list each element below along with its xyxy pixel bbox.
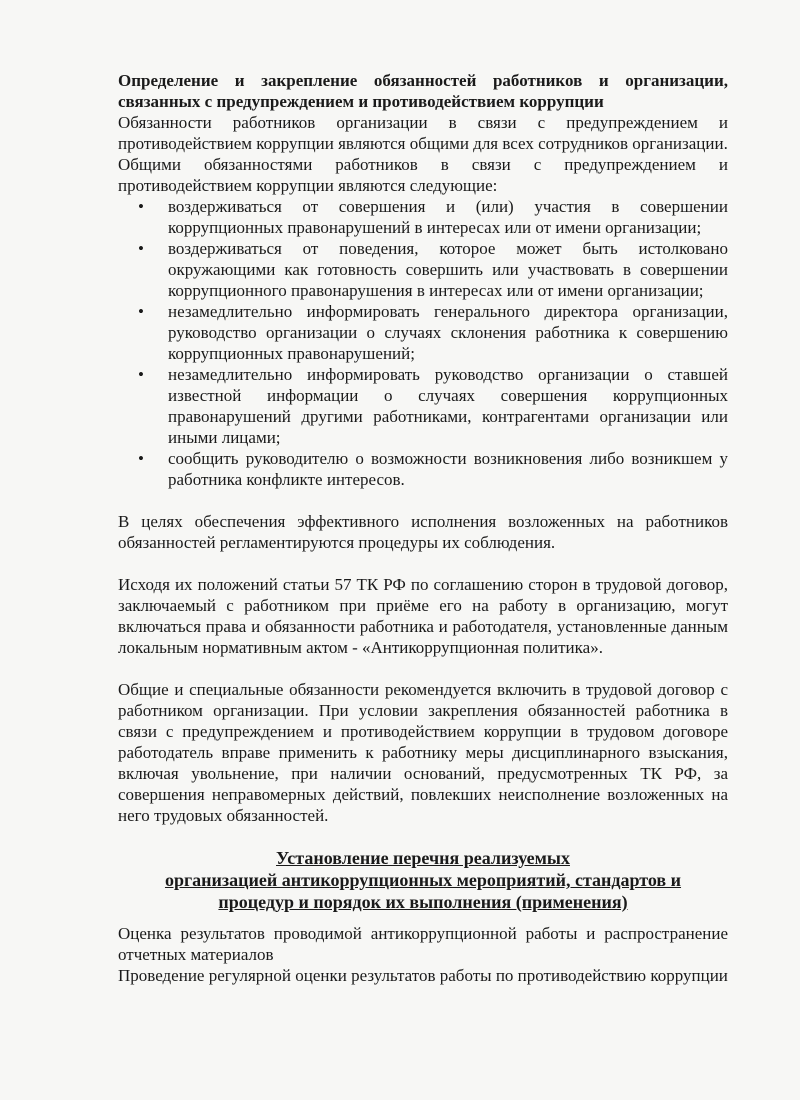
list-item: • сообщить руководителю о возможности возникновения либо возникшем у работника конфликте интересов. — [168, 448, 728, 490]
document-body — [118, 70, 728, 986]
section-heading — [118, 847, 728, 913]
paragraph-evaluation: Оценка результатов проводимой антикоррупционной работы и распространение отчетных материалов — [118, 924, 728, 964]
duties-list — [118, 196, 728, 490]
paragraph-contract-duties: Общие и специальные обязанности рекомендуется включить в трудовой договор с работником организации. При условии закрепления обязанностей работника в связи с предупреждением и противодействием коррупции в трудовом договоре работодатель вправе применить к работнику меры дисциплинарного взыскания, включая увольнение, при наличии оснований, предусмотренных ТК РФ, за совершения неправомерных действий, повлекших неисполнение возложенных на него трудовых обязанностей. — [118, 680, 728, 825]
section-title: Определение и закрепление обязанностей работников и организации, связанных с предупреждением и противодействием коррупции — [118, 71, 728, 111]
spacer — [118, 490, 728, 511]
paragraph-duties-general: Обязанности работников организации в связи с предупреждением и противодействием коррупции являются общими для всех сотрудников организации. — [118, 113, 728, 153]
paragraph-labor-code: Исходя их положений статьи 57 ТК РФ по соглашению сторон в трудовой договор, заключаемый с работником при приёме его на работу в организацию, могут включаться права и обязанности работника и работодателя, установленные данным локальным нормативным актом - «Антикоррупционная политика». — [118, 575, 728, 657]
spacer — [118, 826, 728, 847]
spacer — [118, 553, 728, 574]
paragraph-duties-list-intro: Общими обязанностями работников в связи с предупреждением и противодействием коррупции являются следующие: — [118, 155, 728, 195]
list-item: • воздерживаться от совершения и (или) участия в совершении коррупционных правонарушений в интересах или от имени организации; — [168, 196, 728, 238]
list-item: • воздерживаться от поведения, которое может быть истолковано окружающими как готовность совершить или участвовать в совершении коррупционного правонарушения в интересах или от имени организации; — [168, 238, 728, 301]
list-item: • незамедлительно информировать руководство организации о ставшей известной информации о случаях совершения коррупционных правонарушений другими работниками, контрагентами организации или иными лицами; — [168, 364, 728, 448]
section-heading-line: организацией антикоррупционных мероприятий, стандартов и — [164, 870, 682, 890]
section-heading-line: Установление перечня реализуемых — [276, 848, 570, 868]
section-heading-line: процедур и порядок их выполнения (применения) — [218, 892, 628, 912]
spacer — [118, 658, 728, 679]
list-item: • незамедлительно информировать генерального директора организации, руководство организации о случаях склонения работника к совершению коррупционных правонарушений; — [168, 301, 728, 364]
paragraph-regular-evaluation: Проведение регулярной оценки результатов работы по противодействию коррупции — [118, 966, 728, 985]
paragraph-procedures: В целях обеспечения эффективного исполнения возложенных на работников обязанностей регламентируются процедуры их соблюдения. — [118, 512, 728, 552]
